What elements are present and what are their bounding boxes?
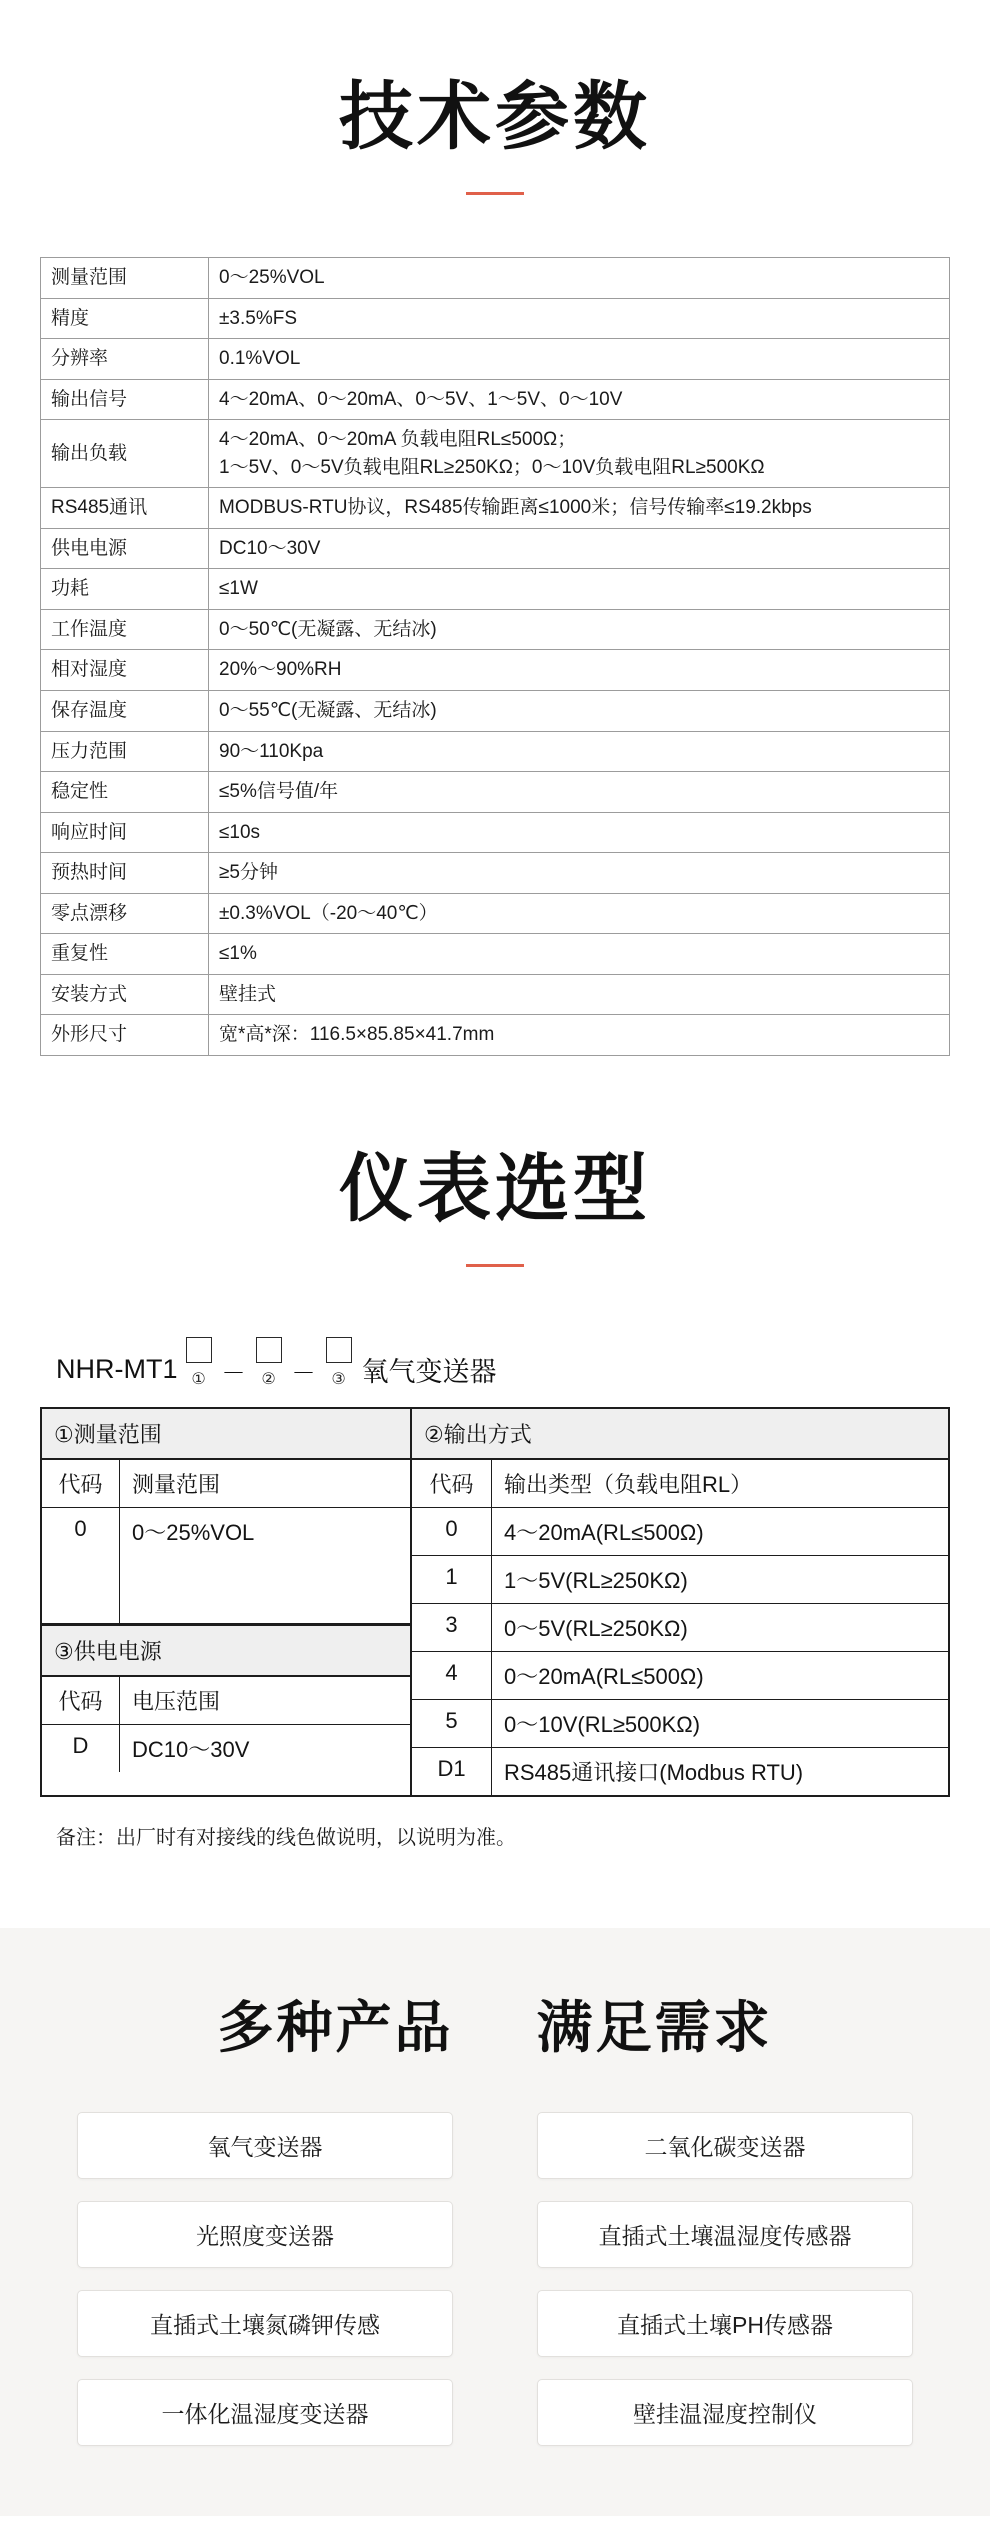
measuring-range-header: ①测量范围 (42, 1409, 410, 1460)
model-table-left (42, 1409, 412, 1795)
spec-label: 分辨率 (41, 339, 209, 380)
spec-value: 0～25%VOL (209, 258, 950, 299)
spec-label: 重复性 (41, 934, 209, 975)
column-header-range: 测量范围 (132, 1471, 221, 1497)
voltage-code: D (42, 1725, 120, 1772)
model-dash: － (291, 1359, 316, 1387)
table-row (41, 1015, 950, 1056)
table-row (42, 1460, 410, 1508)
table-row (412, 1652, 948, 1700)
products-title-right: 满足需求 (536, 1995, 773, 2061)
spec-label: 相对湿度 (41, 650, 209, 691)
spec-value: ±0.3%VOL（-20～40℃） (209, 893, 950, 934)
output-code: 3 (412, 1604, 492, 1651)
product-chip[interactable]: 一体化温湿度变送器 (77, 2379, 453, 2446)
output-code: D1 (412, 1748, 492, 1795)
model-dash: － (221, 1359, 246, 1387)
table-row (41, 650, 950, 691)
table-row (41, 298, 950, 339)
column-header-code: 代码 (42, 1677, 120, 1724)
model-title: 仪表选型 (339, 1145, 651, 1232)
spec-label: RS485通讯 (41, 488, 209, 529)
model-slot-2 (256, 1337, 282, 1389)
table-row (41, 772, 950, 813)
spec-label: 输出负载 (41, 420, 209, 488)
table-row (41, 974, 950, 1015)
table-row (412, 1700, 948, 1748)
table-row (41, 934, 950, 975)
spec-value: 宽*高*深：116.5×85.85×41.7mm (209, 1015, 950, 1056)
slot-box-icon (186, 1337, 212, 1363)
product-chip[interactable]: 光照度变送器 (77, 2201, 453, 2268)
spec-value (209, 420, 950, 488)
column-header-code: 代码 (42, 1460, 120, 1507)
model-section (0, 1056, 990, 1850)
model-slot-3 (326, 1337, 352, 1389)
output-value: 1～5V(RL≥250KΩ) (504, 1567, 688, 1593)
column-header-voltage: 电压范围 (132, 1688, 221, 1714)
table-row (41, 731, 950, 772)
table-row (412, 1556, 948, 1604)
table-row (41, 420, 950, 488)
range-code: 0 (42, 1508, 120, 1623)
spec-value: 0～55℃(无凝露、无结冰) (209, 691, 950, 732)
output-value: 4～20mA(RL≤500Ω) (504, 1519, 704, 1545)
spec-label: 工作温度 (41, 609, 209, 650)
output-code: 1 (412, 1556, 492, 1603)
spec-value: 0～50℃(无凝露、无结冰) (209, 609, 950, 650)
spec-label: 供电电源 (41, 528, 209, 569)
output-code: 5 (412, 1700, 492, 1747)
table-row (42, 1725, 410, 1772)
spec-label: 测量范围 (41, 258, 209, 299)
slot-number: ② (261, 1370, 276, 1388)
output-mode-header: ②输出方式 (412, 1409, 948, 1460)
slot-number: ① (191, 1370, 206, 1388)
model-table-right (412, 1409, 948, 1795)
output-code: 4 (412, 1652, 492, 1699)
product-chip[interactable]: 直插式土壤氮磷钾传感 (77, 2290, 453, 2357)
spec-value: 0.1%VOL (209, 339, 950, 380)
spec-value: 4～20mA、0～20mA、0～5V、1～5V、0～10V (209, 379, 950, 420)
table-row (412, 1748, 948, 1795)
spec-value: MODBUS-RTU协议，RS485传输距离≤1000米；信号传输率≤19.2kbps (209, 488, 950, 529)
model-wrapper (40, 1337, 950, 1850)
table-row (41, 853, 950, 894)
spec-value: ±3.5%FS (209, 298, 950, 339)
product-chip[interactable]: 二氧化碳变送器 (537, 2112, 913, 2179)
spec-value: ≤5%信号值/年 (209, 772, 950, 813)
products-title-left: 多种产品 (217, 1995, 454, 2061)
spec-value: 90～110Kpa (209, 731, 950, 772)
spec-label: 保存温度 (41, 691, 209, 732)
output-value: 0～5V(RL≥250KΩ) (504, 1615, 688, 1641)
spec-value: ≥5分钟 (209, 853, 950, 894)
spec-label: 安装方式 (41, 974, 209, 1015)
slot-number: ③ (331, 1370, 346, 1388)
model-slot-1 (186, 1337, 212, 1389)
products-grid (77, 2112, 913, 2446)
table-row (42, 1677, 410, 1725)
spec-section (0, 0, 990, 1056)
spec-value: ≤10s (209, 812, 950, 853)
products-title (0, 1984, 990, 2064)
spec-label: 稳定性 (41, 772, 209, 813)
spec-value: ≤1% (209, 934, 950, 975)
output-value: 0～20mA(RL≤500Ω) (504, 1663, 704, 1689)
table-row (41, 339, 950, 380)
spec-value: 20%～90%RH (209, 650, 950, 691)
output-code: 0 (412, 1508, 492, 1555)
spec-value-line1: 4～20mA、0～20mA 负载电阻RL≤500Ω； (219, 429, 577, 451)
product-chip[interactable]: 直插式土壤PH传感器 (537, 2290, 913, 2357)
output-value: 0～10V(RL≥500KΩ) (504, 1711, 701, 1737)
remark-text: 备注：出厂时有对接线的线色做说明，以说明为准。 (56, 1826, 516, 1849)
slot-box-icon (326, 1337, 352, 1363)
table-row (412, 1604, 948, 1652)
spec-label: 外形尺寸 (41, 1015, 209, 1056)
spec-value-line2: 1～5V、0～5V负载电阻RL≥250KΩ；0～10V负载电阻RL≥500KΩ (219, 456, 765, 478)
voltage-value: DC10～30V (132, 1736, 250, 1762)
title-divider (466, 192, 524, 195)
table-row (41, 488, 950, 529)
spec-value: 壁挂式 (209, 974, 950, 1015)
spec-label: 零点漂移 (41, 893, 209, 934)
spec-label: 功耗 (41, 569, 209, 610)
product-chip[interactable]: 氧气变送器 (77, 2112, 453, 2179)
model-table (40, 1407, 950, 1797)
table-row (42, 1508, 410, 1624)
table-row (41, 258, 950, 299)
product-chip[interactable]: 壁挂温湿度控制仪 (537, 2379, 913, 2446)
column-header-code: 代码 (412, 1460, 492, 1507)
spec-label: 压力范围 (41, 731, 209, 772)
table-row (41, 893, 950, 934)
slot-box-icon (256, 1337, 282, 1363)
column-header-output: 输出类型（负载电阻RL） (504, 1471, 753, 1497)
spec-value: ≤1W (209, 569, 950, 610)
table-row (412, 1460, 948, 1508)
model-suffix: 氧气变送器 (361, 1356, 497, 1387)
table-row (412, 1508, 948, 1556)
table-row (41, 569, 950, 610)
output-value: RS485通讯接口(Modbus RTU) (504, 1759, 804, 1785)
product-chip[interactable]: 直插式土壤温湿度传感器 (537, 2201, 913, 2268)
model-code-row (40, 1337, 950, 1389)
power-supply-header: ③供电电源 (42, 1624, 410, 1677)
table-row (41, 812, 950, 853)
spec-table-wrapper (40, 257, 950, 1056)
spec-label: 预热时间 (41, 853, 209, 894)
table-row (41, 691, 950, 732)
model-title-divider (466, 1264, 524, 1267)
spec-table (40, 257, 950, 1056)
products-section (0, 1928, 990, 2516)
range-value: 0～25%VOL (132, 1519, 255, 1545)
model-prefix: NHR-MT1 (56, 1353, 178, 1384)
table-row (41, 609, 950, 650)
spec-label: 响应时间 (41, 812, 209, 853)
spec-label: 精度 (41, 298, 209, 339)
table-row (41, 528, 950, 569)
spec-value: DC10～30V (209, 528, 950, 569)
page-title: 技术参数 (339, 74, 651, 160)
spec-label: 输出信号 (41, 379, 209, 420)
table-row (41, 379, 950, 420)
